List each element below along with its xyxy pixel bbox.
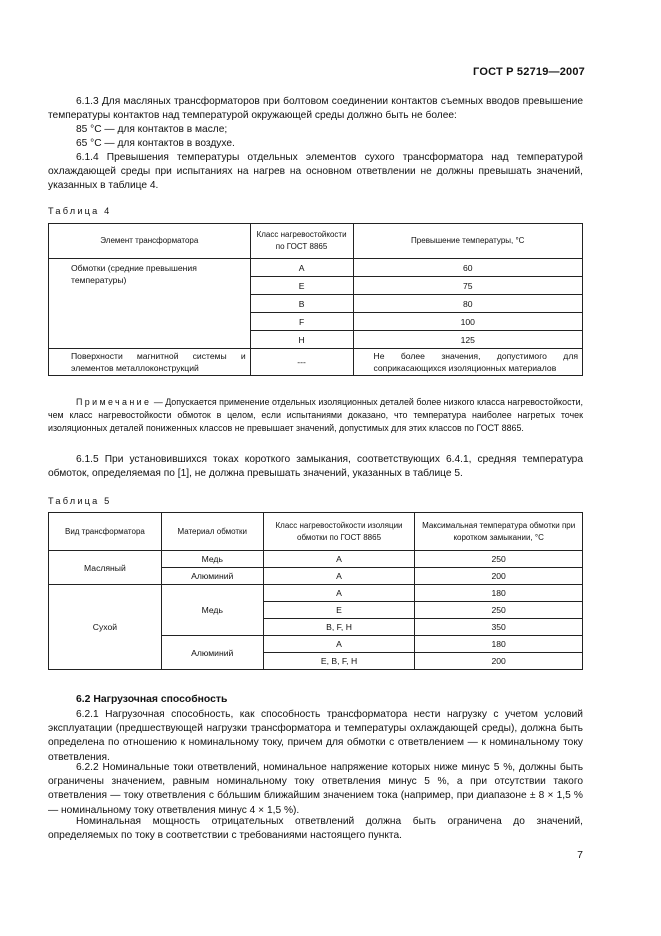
table-header-cell: Элемент трансформатора — [49, 224, 251, 259]
table-header-cell: Класс нагревостойкости по ГОСТ 8865 — [250, 224, 353, 259]
table-header-cell: Максимальная температура обмотки при коротком замыкании, °С — [415, 513, 583, 551]
paragraph-6-1-3: 6.1.3 Для масляных трансформаторов при болтовом соединении контактов съемных вводов превышение температуры контактов над температурой окружающей среды должно быть не более: — [48, 96, 583, 122]
table-header-cell: Материал обмотки — [161, 513, 263, 551]
table-cell: 180 — [415, 636, 583, 653]
table-row — [49, 349, 583, 376]
table-cell: 200 — [415, 568, 583, 585]
note-text: — Допускается применение отдельных изоляционных деталей более низкого класса нагревостойкости, чем класс нагревостойкости обмоток в целом, если испытаниями доказано, что температура наиболее нагретых точек изоляционных деталей пониженных классов не превышает значений, допустимых для этих классов по ГОСТ 8865. — [48, 397, 583, 434]
table-cell: В — [250, 295, 353, 313]
table-header-row — [49, 513, 583, 551]
paragraph-6-1-4: 6.1.4 Превышения температуры отдельных элементов сухого трансформатора над температурой охлаждающей среды при испытаниях на нагрев на основном ответвлении не должны превышать значений, указанных в таблице 4. — [48, 152, 583, 192]
table-cell: 200 — [415, 653, 583, 670]
table-row — [49, 585, 583, 602]
section-heading-6-2: 6.2 Нагрузочная способность — [76, 694, 228, 705]
table-header-cell: Вид трансформатора — [49, 513, 162, 551]
page-number: 7 — [577, 849, 583, 861]
table-cell-magnetic: Поверхности магнитной системы и элементов металлоконструкций — [49, 349, 251, 376]
paragraph-6-1-3-air: 65 °С — для контактов в воздухе. — [76, 138, 235, 149]
table-cell-windings: Обмотки (средние превышения температуры) — [49, 259, 251, 349]
table-cell: Медь — [161, 551, 263, 568]
table-cell: 125 — [353, 331, 583, 349]
table-header-row — [49, 224, 583, 259]
table-cell: Не более значения, допустимого для соприкасающихся изоляционных материалов — [353, 349, 583, 376]
paragraph-6-2-2: 6.2.2 Номинальные токи ответвлений, номинальное напряжение которых ниже минус 5 %, должны быть ограничены значением, равным номинальному току ответвления минус 5 %, а при отсутствии такого ответвления — току ответвления с бо́льшим ближайшим значением тока (например, при диапазоне ± 8 × 1,5 % — номинальному току ответвления минус 4 × 1,5 %). — [48, 762, 583, 816]
paragraph-6-1-3-oil: 85 °С — для контактов в масле; — [76, 124, 228, 135]
table-cell: Е, В, F, Н — [263, 653, 415, 670]
table-cell-type: Сухой — [49, 585, 162, 670]
table-cell: 180 — [415, 585, 583, 602]
table-cell: 250 — [415, 602, 583, 619]
table-cell: Н — [250, 331, 353, 349]
note-label: Примечание — [76, 397, 152, 407]
table-4-note — [48, 396, 583, 436]
table-cell: 100 — [353, 313, 583, 331]
table-cell: 75 — [353, 277, 583, 295]
table-5 — [48, 512, 583, 670]
paragraph-6-2-1: 6.2.1 Нагрузочная способность, как способность трансформатора нести нагрузку с учетом условий эксплуатации (предшествующей нагрузки трансформатора и температуры охлаждающей среды), должна быть определена по отношению к номинальному току, причем для обмотки с ответвлением — к номинальному току ответвления. — [48, 709, 583, 763]
table-header-cell: Превышение температуры, °С — [353, 224, 583, 259]
table-cell: Е — [250, 277, 353, 295]
table-cell: А — [250, 259, 353, 277]
table-4 — [48, 223, 583, 376]
table-cell-type: Масляный — [49, 551, 162, 585]
table-cell: А — [263, 551, 415, 568]
table-cell: 80 — [353, 295, 583, 313]
table-cell: В, F, Н — [263, 619, 415, 636]
table-4-caption: Таблица 4 — [48, 206, 112, 216]
standard-header: ГОСТ Р 52719—2007 — [473, 66, 585, 78]
table-header-cell: Класс нагревостойкости изоляции обмотки по ГОСТ 8865 — [263, 513, 415, 551]
table-cell: F — [250, 313, 353, 331]
table-cell: Е — [263, 602, 415, 619]
table-row — [49, 259, 583, 277]
table-cell: А — [263, 636, 415, 653]
table-cell: --- — [250, 349, 353, 376]
table-cell: 350 — [415, 619, 583, 636]
table-cell-material: Медь — [161, 585, 263, 636]
table-cell: А — [263, 585, 415, 602]
table-cell: А — [263, 568, 415, 585]
table-cell: 250 — [415, 551, 583, 568]
paragraph-6-1-5: 6.1.5 При установившихся токах короткого замыкания, соответствующих 6.4.1, средняя температура обмоток, определяемая по [1], не должна превышать значений, указанных в таблице 5. — [48, 454, 583, 480]
table-cell-material: Алюминий — [161, 636, 263, 670]
table-row — [49, 551, 583, 568]
table-5-caption: Таблица 5 — [48, 496, 112, 506]
table-cell: Алюминий — [161, 568, 263, 585]
paragraph-6-2-2-continued: Номинальная мощность отрицательных ответвлений должна быть ограничена до значений, определяемых по току в соответствии с требованиями настоящего пункта. — [48, 816, 583, 842]
table-cell: 60 — [353, 259, 583, 277]
